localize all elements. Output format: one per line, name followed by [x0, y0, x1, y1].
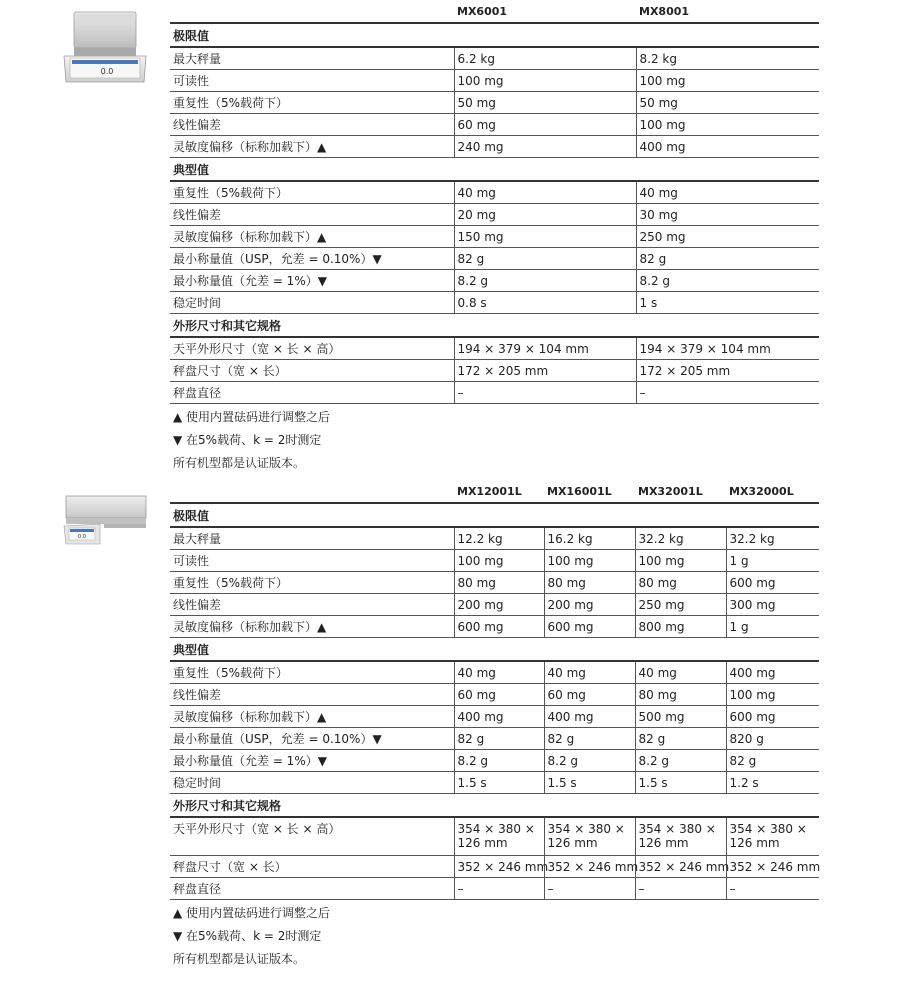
spec-value: 400 mg: [636, 136, 819, 158]
spec-value: 32.2 kg: [635, 527, 726, 550]
group-title: 极限值: [170, 23, 819, 47]
spec-row: [170, 855, 819, 877]
spec-value: 354 × 380 × 126 mm: [454, 817, 544, 855]
spec-value: 800 mg: [635, 616, 726, 638]
spec-value: 60 mg: [454, 684, 544, 706]
footnote-row: [170, 899, 819, 923]
model-name: MX32000L: [726, 480, 819, 503]
spec-value: 240 mg: [454, 136, 636, 158]
spec-label: 线性偏差: [170, 684, 454, 706]
spec-value: 32.2 kg: [726, 527, 819, 550]
spec-value: 6.2 kg: [454, 47, 636, 70]
spec-value: 354 × 380 × 126 mm: [726, 817, 819, 855]
spec-row: [170, 772, 819, 794]
spec-value: 60 mg: [544, 684, 635, 706]
spec-row: [170, 337, 819, 360]
spec-label: 灵敏度偏移（标称加载下）▲: [170, 616, 454, 638]
spec-table: [170, 480, 819, 969]
spec-value: 100 mg: [726, 684, 819, 706]
spec-value: 82 g: [454, 728, 544, 750]
spec-value: 200 mg: [544, 594, 635, 616]
spec-value: 352 × 246 mm: [454, 855, 544, 877]
spec-value: –: [726, 877, 819, 899]
group-header-row: [170, 158, 819, 182]
spec-value: 8.2 g: [636, 270, 819, 292]
spec-value: 194 × 379 × 104 mm: [636, 337, 819, 360]
spec-value: 60 mg: [454, 114, 636, 136]
spec-label: 最大秤量: [170, 527, 454, 550]
spec-value: 100 mg: [454, 70, 636, 92]
spec-value: 8.2 g: [454, 270, 636, 292]
group-title: 典型值: [170, 158, 819, 182]
spec-row: [170, 47, 819, 70]
spec-value: 100 mg: [544, 550, 635, 572]
spec-value: 1 s: [636, 292, 819, 314]
spec-value: 1.2 s: [726, 772, 819, 794]
group-header-row: [170, 23, 819, 47]
spec-row: [170, 877, 819, 899]
spec-row: [170, 292, 819, 314]
spec-value: 1.5 s: [544, 772, 635, 794]
spec-value: 172 × 205 mm: [636, 360, 819, 382]
svg-text:0.0: 0.0: [78, 534, 86, 540]
product-image-compact-balance: [60, 8, 150, 86]
spec-value: 40 mg: [454, 661, 544, 684]
spec-value: 1.5 s: [454, 772, 544, 794]
footnote-row: [170, 427, 819, 450]
spec-label: 最大秤量: [170, 47, 454, 70]
group-title: 典型值: [170, 638, 819, 662]
spec-value: 50 mg: [454, 92, 636, 114]
group-title: 外形尺寸和其它规格: [170, 794, 819, 818]
spec-value: 400 mg: [454, 706, 544, 728]
spec-value: 50 mg: [636, 92, 819, 114]
footnote-text: ▼ 在5%载荷、k = 2时测定: [173, 433, 322, 447]
spec-label: 线性偏差: [170, 594, 454, 616]
spec-label: 秤盘尺寸（宽 × 长）: [170, 360, 454, 382]
spec-value: 600 mg: [726, 706, 819, 728]
footnote-text: 所有机型都是认证版本。: [173, 456, 306, 470]
spec-value: 30 mg: [636, 204, 819, 226]
spec-value: –: [544, 877, 635, 899]
spec-value: 300 mg: [726, 594, 819, 616]
spec-value: 600 mg: [544, 616, 635, 638]
spec-label: 最小称量值（USP，允差 = 0.10%）▼: [170, 728, 454, 750]
spec-row: [170, 706, 819, 728]
spec-row: [170, 136, 819, 158]
spec-value: 172 × 205 mm: [454, 360, 636, 382]
product-image-large-balance: [60, 490, 150, 548]
spec-row: [170, 594, 819, 616]
spec-label: 秤盘直径: [170, 877, 454, 899]
spec-value: 100 mg: [636, 70, 819, 92]
spec-value: 40 mg: [454, 181, 636, 204]
spec-row: [170, 114, 819, 136]
spec-table: [170, 0, 819, 473]
spec-value: 100 mg: [636, 114, 819, 136]
footnote-text: ▲ 使用内置砝码进行调整之后: [173, 905, 331, 920]
spec-value: 400 mg: [726, 661, 819, 684]
spec-value: –: [454, 382, 636, 404]
model-name: MX32001L: [635, 480, 726, 503]
group-header-row: [170, 314, 819, 338]
spec-label: 天平外形尺寸（宽 × 长 × 高）: [170, 337, 454, 360]
spec-value: 600 mg: [726, 572, 819, 594]
spec-value: 352 × 246 mm: [544, 855, 635, 877]
spec-value: 8.2 kg: [636, 47, 819, 70]
spec-label: 灵敏度偏移（标称加载下）▲: [170, 136, 454, 158]
spec-value: 354 × 380 × 126 mm: [635, 817, 726, 855]
spec-value: 150 mg: [454, 226, 636, 248]
spec-value: 100 mg: [635, 550, 726, 572]
footnote-text: 所有机型都是认证版本。: [173, 951, 306, 966]
spec-value: 82 g: [454, 248, 636, 270]
spec-row: [170, 527, 819, 550]
footnote-row: [170, 923, 819, 946]
spec-value: 8.2 g: [454, 750, 544, 772]
footnote-text: ▲ 使用内置砝码进行调整之后: [173, 410, 331, 424]
spec-label: 重复性（5%载荷下）: [170, 572, 454, 594]
spec-value: 80 mg: [454, 572, 544, 594]
spec-value: 40 mg: [635, 661, 726, 684]
spec-label: 天平外形尺寸（宽 × 长 × 高）: [170, 817, 454, 855]
footnote-row: [170, 404, 819, 428]
spec-row: [170, 248, 819, 270]
spec-value: –: [636, 382, 819, 404]
spec-row: [170, 550, 819, 572]
spec-row: [170, 817, 819, 855]
spec-label: 灵敏度偏移（标称加载下）▲: [170, 226, 454, 248]
spec-value: 1 g: [726, 616, 819, 638]
spec-label: 重复性（5%载荷下）: [170, 181, 454, 204]
spec-value: –: [635, 877, 726, 899]
spec-value: 820 g: [726, 728, 819, 750]
spec-row: [170, 70, 819, 92]
spec-value: 250 mg: [636, 226, 819, 248]
footnote-row: [170, 450, 819, 473]
footnote-row: [170, 946, 819, 969]
spec-row: [170, 92, 819, 114]
spec-label: 最小称量值（允差 = 1%）▼: [170, 750, 454, 772]
group-title: 外形尺寸和其它规格: [170, 314, 819, 338]
svg-text:0.0: 0.0: [100, 67, 114, 76]
spec-value: 40 mg: [544, 661, 635, 684]
spec-value: 1.5 s: [635, 772, 726, 794]
spec-value: 600 mg: [454, 616, 544, 638]
spec-value: 8.2 g: [635, 750, 726, 772]
spec-value: –: [454, 877, 544, 899]
spec-value: 20 mg: [454, 204, 636, 226]
spec-row: [170, 728, 819, 750]
spec-label: 稳定时间: [170, 292, 454, 314]
model-header-row: [170, 0, 819, 23]
model-name: MX8001: [636, 0, 819, 23]
spec-label: 重复性（5%载荷下）: [170, 92, 454, 114]
spec-row: [170, 382, 819, 404]
spec-label: 可读性: [170, 550, 454, 572]
spec-value: 82 g: [635, 728, 726, 750]
spec-row: [170, 684, 819, 706]
spec-value: 12.2 kg: [454, 527, 544, 550]
spec-label: 灵敏度偏移（标称加载下）▲: [170, 706, 454, 728]
spec-label: 线性偏差: [170, 114, 454, 136]
spec-label: 线性偏差: [170, 204, 454, 226]
spec-value: 352 × 246 mm: [635, 855, 726, 877]
spec-value: 100 mg: [454, 550, 544, 572]
spec-value: 8.2 g: [544, 750, 635, 772]
group-header-row: [170, 638, 819, 662]
spec-row: [170, 181, 819, 204]
spec-value: 82 g: [636, 248, 819, 270]
spec-label: 秤盘直径: [170, 382, 454, 404]
spec-value: 354 × 380 × 126 mm: [544, 817, 635, 855]
header-blank: [170, 480, 454, 503]
header-blank: [170, 0, 454, 23]
spec-value: 16.2 kg: [544, 527, 635, 550]
footnote-text: ▼ 在5%载荷、k = 2时测定: [173, 928, 322, 943]
spec-row: [170, 661, 819, 684]
group-header-row: [170, 794, 819, 818]
spec-label: 稳定时间: [170, 772, 454, 794]
group-title: 极限值: [170, 503, 819, 527]
group-header-row: [170, 503, 819, 527]
spec-row: [170, 270, 819, 292]
spec-value: 82 g: [726, 750, 819, 772]
model-name: MX16001L: [544, 480, 635, 503]
spec-value: 500 mg: [635, 706, 726, 728]
spec-value: 200 mg: [454, 594, 544, 616]
spec-row: [170, 360, 819, 382]
spec-label: 最小称量值（允差 = 1%）▼: [170, 270, 454, 292]
spec-label: 秤盘尺寸（宽 × 长）: [170, 855, 454, 877]
spec-row: [170, 226, 819, 248]
spec-row: [170, 572, 819, 594]
spec-label: 可读性: [170, 70, 454, 92]
spec-row: [170, 616, 819, 638]
spec-value: 1 g: [726, 550, 819, 572]
spec-row: [170, 204, 819, 226]
spec-value: 194 × 379 × 104 mm: [454, 337, 636, 360]
spec-label: 重复性（5%载荷下）: [170, 661, 454, 684]
spec-value: 80 mg: [635, 572, 726, 594]
spec-value: 40 mg: [636, 181, 819, 204]
model-name: MX12001L: [454, 480, 544, 503]
spec-value: 0.8 s: [454, 292, 636, 314]
spec-value: 82 g: [544, 728, 635, 750]
spec-value: 352 × 246 mm: [726, 855, 819, 877]
spec-label: 最小称量值（USP，允差 = 0.10%）▼: [170, 248, 454, 270]
spec-value: 80 mg: [544, 572, 635, 594]
model-name: MX6001: [454, 0, 636, 23]
spec-value: 250 mg: [635, 594, 726, 616]
spec-row: [170, 750, 819, 772]
spec-value: 400 mg: [544, 706, 635, 728]
model-header-row: [170, 480, 819, 503]
spec-value: 80 mg: [635, 684, 726, 706]
